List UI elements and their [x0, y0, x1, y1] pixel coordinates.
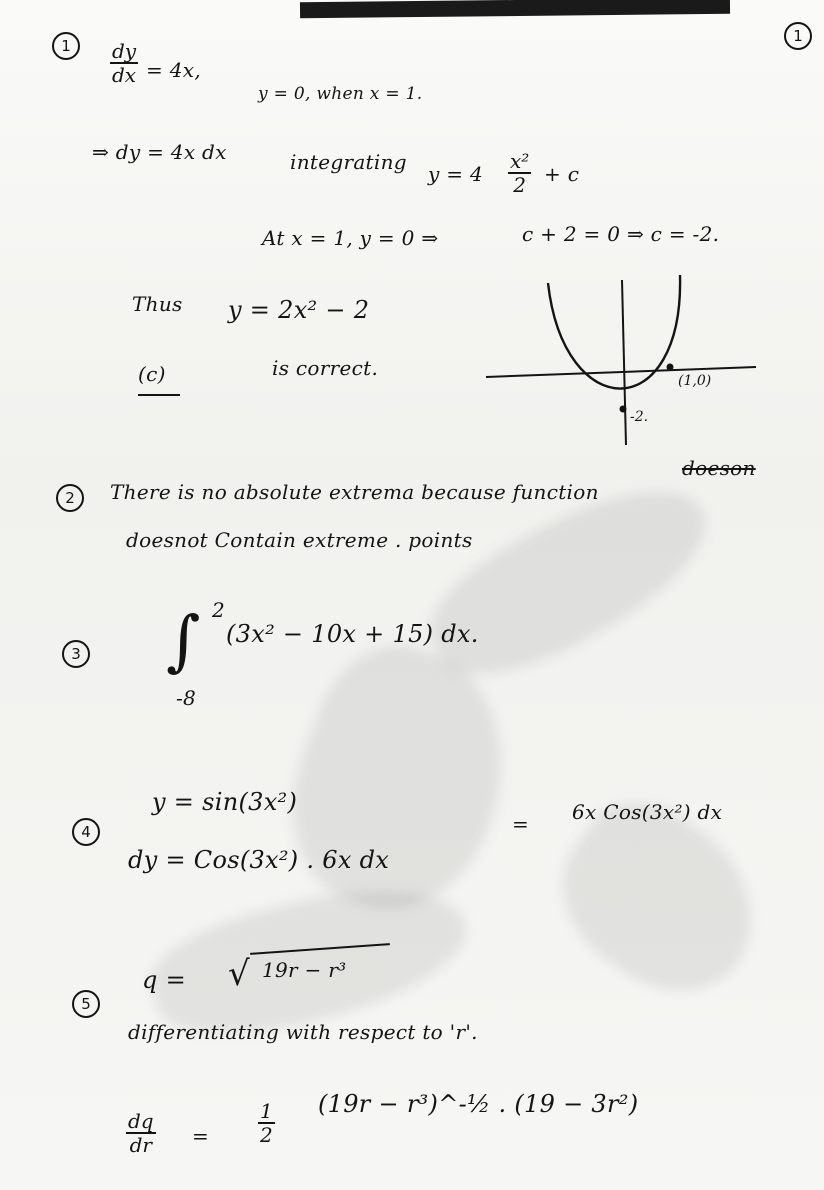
- question-number: 3: [62, 640, 90, 668]
- q2-line2: doesnot Contain extreme . points: [126, 528, 473, 552]
- question-number: 1: [52, 32, 80, 60]
- y-axis: [622, 280, 626, 445]
- q3-integrand: (3x² − 10x + 15) dx.: [226, 620, 479, 648]
- q5-line3-equals: =: [192, 1124, 210, 1148]
- page-number: 1: [784, 22, 812, 50]
- q1-integrating-label: integrating: [290, 150, 407, 174]
- q3-lower-limit: -8: [176, 686, 197, 710]
- minimum-point: [620, 406, 627, 413]
- q1-answer-text: is correct.: [272, 356, 379, 380]
- q5-line1-lhs: q =: [142, 966, 187, 994]
- x-axis: [486, 367, 756, 377]
- q5-radicand: 19r − r³: [262, 958, 347, 982]
- top-edge-shadow: [300, 0, 730, 18]
- q1-integral-result: y = 4: [428, 162, 483, 186]
- q5-line3-rhs: (19r − r³)^-½ . (19 − 3r²): [318, 1090, 639, 1118]
- q1-integral-fraction: $\frac{\text{x²}}{2}$: [510, 149, 530, 197]
- q1-condition: y = 0, when x = 1.: [258, 84, 423, 104]
- question-number: 5: [72, 990, 100, 1018]
- q1-integral-constant: + c: [544, 162, 580, 186]
- root-point: [667, 364, 674, 371]
- q5-derivative-fraction: $\frac{dq}{dr}$: [128, 1109, 154, 1157]
- q5-line2: differentiating with respect to 'r'.: [128, 1020, 478, 1044]
- sqrt-sign: √: [228, 954, 250, 994]
- minimum-point-label: -2.: [630, 409, 649, 425]
- question-number: 2: [56, 484, 84, 512]
- q5-coefficient-fraction: $\frac{1}{2}$: [260, 1099, 273, 1147]
- q1-result: y = 2x² − 2: [228, 296, 370, 324]
- q2-line1: There is no absolute extrema because function: [110, 480, 599, 504]
- q4-line2: dy = Cos(3x²) . 6x dx: [128, 846, 390, 874]
- q3-upper-limit: 2: [212, 598, 226, 622]
- integral-sign: ∫: [166, 602, 201, 679]
- q4-line2-equals: =: [512, 812, 530, 836]
- q4-line1: y = sin(3x²): [152, 788, 298, 816]
- q1-step1: ⇒ dy = 4x dx: [92, 140, 227, 164]
- q1-equation-rhs: = 4x,: [146, 58, 201, 82]
- q1-thus-label: Thus: [132, 292, 183, 316]
- q1-constant-line: c + 2 = 0 ⇒ c = -2.: [522, 222, 720, 246]
- root-point-label: (1,0): [678, 373, 712, 389]
- question-number: 4: [72, 818, 100, 846]
- q1-answer-label: (c): [138, 362, 166, 386]
- answer-underline: [138, 394, 180, 396]
- parabola-graph: [486, 275, 756, 450]
- q1-at-line: At x = 1, y = 0 ⇒: [262, 226, 439, 250]
- q4-line2-rhs: 6x Cos(3x²) dx: [572, 800, 723, 824]
- derivative-fraction: $\frac{dy}{dx}$: [112, 39, 137, 87]
- q2-line1-struck: doeson: [682, 456, 756, 480]
